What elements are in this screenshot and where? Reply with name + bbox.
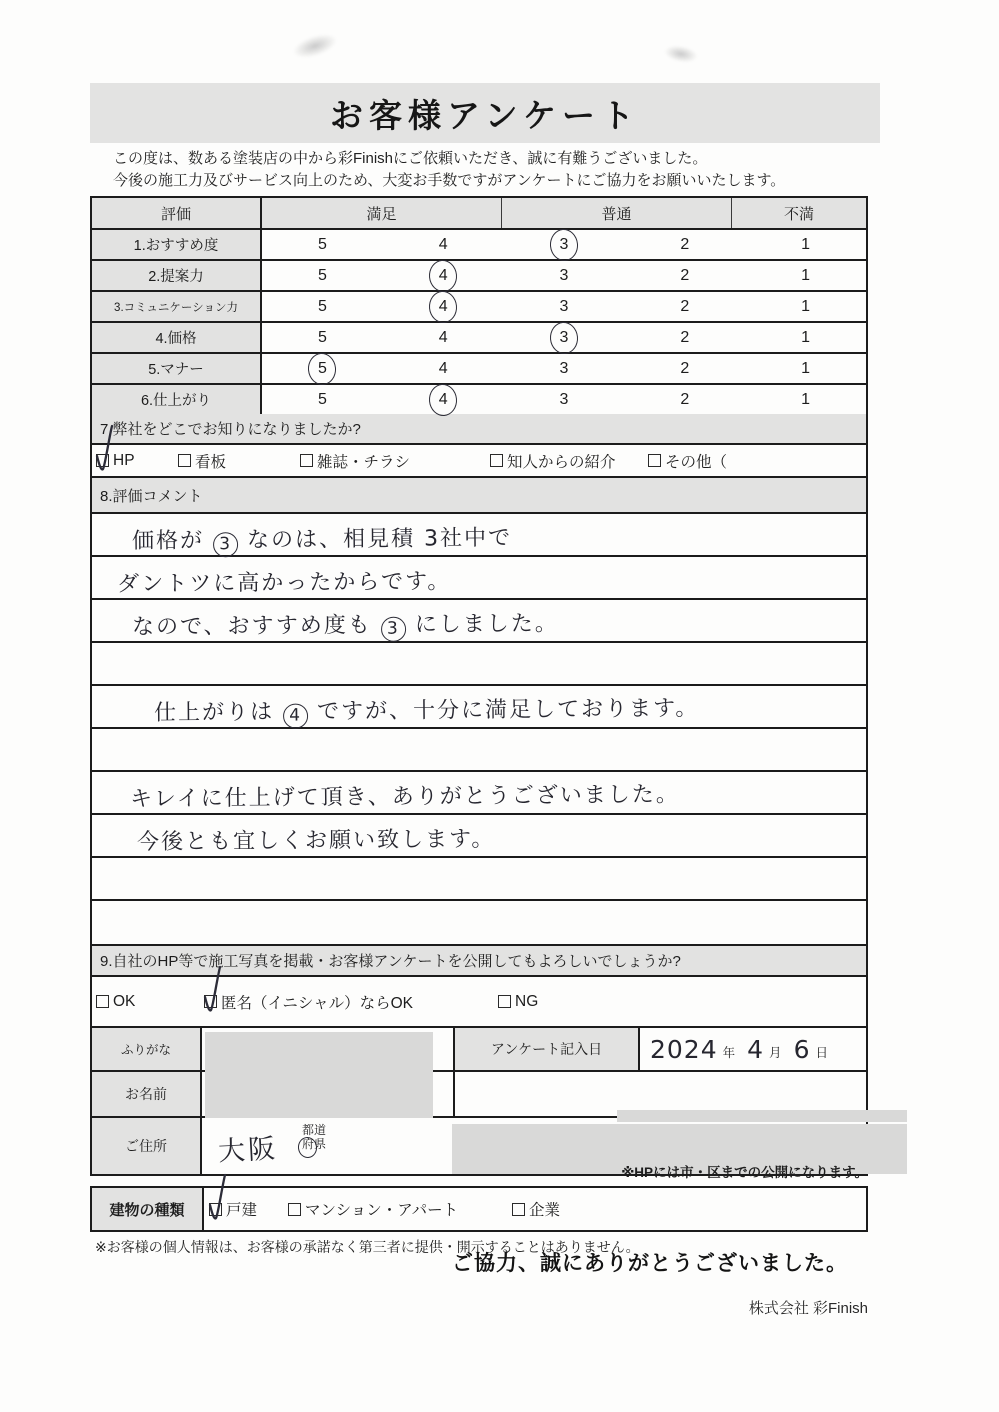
rating-number: 1 bbox=[801, 328, 811, 346]
handwritten-comment: キレイに仕上げて頂き、ありがとうございました。 bbox=[129, 782, 680, 813]
building-option-2 bbox=[288, 1198, 458, 1220]
rating-number: 3 bbox=[559, 266, 569, 284]
hp-publication-note: ※HPには市・区までの公開になります。 bbox=[621, 1165, 868, 1180]
checkbox bbox=[300, 454, 313, 467]
q7-option-1 bbox=[96, 452, 135, 470]
building-option-3 bbox=[512, 1198, 560, 1220]
date-year: 2024 bbox=[650, 1034, 718, 1064]
rating-value-3 bbox=[504, 385, 625, 414]
circled-selection-mark bbox=[549, 320, 580, 354]
survey-date-value bbox=[640, 1028, 866, 1072]
comment-line-3 bbox=[92, 600, 866, 643]
rating-value-1 bbox=[745, 354, 866, 383]
option-label: 知人からの紹介 bbox=[507, 453, 616, 471]
rating-number: 1 bbox=[801, 390, 811, 408]
comment-line-1 bbox=[92, 514, 866, 557]
checkbox bbox=[490, 454, 503, 467]
checkbox bbox=[178, 454, 191, 467]
rating-row-label: 5.マナー bbox=[92, 354, 262, 383]
rating-scale-cells bbox=[262, 292, 866, 321]
rating-number: 5 bbox=[317, 266, 327, 284]
comment-line-8 bbox=[92, 815, 866, 858]
rating-value-3 bbox=[504, 354, 625, 383]
rating-value-2 bbox=[624, 354, 745, 383]
rating-value-3 bbox=[504, 261, 625, 290]
comment-line-6 bbox=[92, 729, 866, 772]
rating-value-5 bbox=[262, 354, 383, 383]
q7-option-2 bbox=[178, 450, 226, 472]
checkbox bbox=[498, 995, 511, 1008]
q8-comment-lines bbox=[92, 514, 866, 944]
checkbox bbox=[96, 995, 109, 1008]
option-label: NG bbox=[515, 992, 539, 1010]
survey-form bbox=[90, 196, 868, 1176]
checkbox bbox=[288, 1203, 301, 1216]
q7-option-4 bbox=[490, 450, 616, 472]
rating-number: 4 bbox=[438, 328, 448, 346]
rating-header-satisfied: 満足 bbox=[262, 198, 502, 228]
handwritten-check-mark bbox=[206, 1172, 228, 1224]
option-label: HP bbox=[113, 451, 135, 469]
rating-value-4 bbox=[383, 354, 504, 383]
company-name: 株式会社 彩Finish bbox=[748, 1300, 868, 1317]
rating-row-label: 3.コミュニケーション力 bbox=[92, 292, 262, 321]
rating-number: 5 bbox=[317, 328, 327, 346]
rating-value-5 bbox=[262, 292, 383, 321]
rating-value-1 bbox=[745, 323, 866, 352]
rating-header-dissatisfied: 不満 bbox=[783, 205, 814, 223]
checkbox bbox=[648, 454, 661, 467]
handwritten-check-mark bbox=[201, 964, 223, 1016]
rating-value-1 bbox=[745, 385, 866, 414]
option-label: その他（ bbox=[665, 453, 728, 471]
q7-options bbox=[92, 445, 866, 478]
circled-selection-mark bbox=[428, 258, 459, 292]
title-band bbox=[90, 83, 880, 143]
rating-value-3 bbox=[504, 230, 625, 259]
rating-value-1 bbox=[745, 261, 866, 290]
circled-number: 3 bbox=[381, 617, 406, 642]
intro-line-1: この度は、数ある塗装店の中から彩Finishにご依頼いただき、誠に有難うございました。 bbox=[113, 150, 708, 167]
rating-number: 1 bbox=[801, 235, 811, 253]
comment-line-2 bbox=[92, 557, 866, 600]
page-title: お客様アンケート bbox=[329, 96, 641, 134]
handwritten-comment: ダントツに高かったからです。 bbox=[116, 569, 452, 598]
rating-row bbox=[92, 261, 866, 292]
rating-scale-cells bbox=[262, 354, 866, 383]
privacy-note: ※お客様の個人情報は、お客様の承諾なく第三者に提供・開示することはありません。 bbox=[95, 1239, 640, 1255]
rating-value-5 bbox=[262, 261, 383, 290]
comment-line-5 bbox=[92, 686, 866, 729]
handwritten-check-mark bbox=[93, 423, 115, 475]
address-handwriting: 大阪 bbox=[217, 1133, 279, 1168]
checkbox-checked bbox=[204, 995, 217, 1008]
redaction-box-name bbox=[205, 1032, 433, 1118]
rating-row bbox=[92, 292, 866, 323]
furigana-label: ふりがな bbox=[92, 1028, 202, 1072]
rating-row-label: 6.仕上がり bbox=[92, 385, 262, 414]
rating-row-label: 2.提案力 bbox=[92, 261, 262, 290]
checkbox bbox=[512, 1203, 525, 1216]
rating-row bbox=[92, 230, 866, 261]
rating-value-2 bbox=[624, 230, 745, 259]
rating-row-label: 4.価格 bbox=[92, 323, 262, 352]
rating-number: 2 bbox=[680, 235, 690, 253]
circled-selection-mark bbox=[549, 227, 580, 261]
handwritten-comment: なので、おすすめ度も 3 にしました。 bbox=[131, 611, 559, 641]
rating-value-4 bbox=[383, 292, 504, 321]
rating-scale-cells bbox=[262, 385, 866, 414]
address-label: ご住所 bbox=[92, 1118, 202, 1174]
rating-number: 2 bbox=[680, 390, 690, 408]
q7-option-3 bbox=[300, 450, 410, 472]
date-day-unit: 日 bbox=[815, 1046, 828, 1060]
rating-number: 2 bbox=[680, 328, 690, 346]
rating-value-2 bbox=[624, 323, 745, 352]
circled-selection-mark bbox=[307, 351, 338, 385]
prefecture-unit: 都道 府県 bbox=[302, 1123, 327, 1151]
redaction-box bbox=[617, 1110, 907, 1122]
rating-number: 4 bbox=[438, 297, 448, 315]
rating-value-5 bbox=[262, 385, 383, 414]
rating-row bbox=[92, 354, 866, 385]
date-day: 6 bbox=[793, 1034, 811, 1064]
option-label: 看板 bbox=[195, 453, 227, 471]
comment-line-10 bbox=[92, 901, 866, 944]
q7-option-5 bbox=[648, 450, 727, 472]
rating-number: 1 bbox=[801, 359, 811, 377]
building-type-box bbox=[90, 1186, 868, 1232]
q7-title: 7.弊社をどこでお知りになりましたか? bbox=[92, 414, 866, 445]
comment-line-7 bbox=[92, 772, 866, 815]
name-label: お名前 bbox=[92, 1072, 202, 1118]
rating-number: 1 bbox=[801, 297, 811, 315]
rating-scale-cells bbox=[262, 323, 866, 352]
building-type-label: 建物の種類 bbox=[92, 1188, 204, 1230]
handwritten-comment: 今後とも宜しくお願い致します。 bbox=[136, 826, 496, 855]
rating-number: 3 bbox=[559, 359, 569, 377]
rating-value-5 bbox=[262, 230, 383, 259]
intro-line-2: 今後の施工力及びサービス向上のため、大変お手数ですがアンケートにご協力をお願いいたします。 bbox=[113, 171, 786, 189]
rating-header-normal: 普通 bbox=[502, 198, 732, 228]
thanks-message: ご協力、誠にありがとうございました。 bbox=[452, 1252, 848, 1275]
rating-value-3 bbox=[504, 323, 625, 352]
rating-number: 5 bbox=[317, 359, 327, 377]
rating-number: 5 bbox=[317, 390, 327, 408]
rating-value-2 bbox=[624, 292, 745, 321]
rating-value-1 bbox=[745, 292, 866, 321]
building-option-1 bbox=[209, 1198, 257, 1220]
rating-value-4 bbox=[383, 261, 504, 290]
rating-value-5 bbox=[262, 323, 383, 352]
scan-smudge bbox=[290, 29, 340, 62]
option-label: OK bbox=[113, 992, 136, 1010]
rating-row bbox=[92, 323, 866, 354]
option-label: 匿名（イニシャル）ならOK bbox=[221, 994, 413, 1012]
rating-value-2 bbox=[624, 385, 745, 414]
rating-number: 1 bbox=[801, 266, 811, 284]
rating-number: 4 bbox=[438, 359, 448, 377]
rating-value-1 bbox=[745, 230, 866, 259]
q9-option-2 bbox=[204, 991, 413, 1013]
option-label: 戸建 bbox=[226, 1202, 258, 1219]
customer-info-table bbox=[92, 1028, 866, 1174]
q9-title: 9.自社のHP等で施工写真を掲載・お客様アンケートを公開してもよろしいでしょうか? bbox=[92, 944, 866, 977]
checkbox-checked bbox=[209, 1203, 222, 1216]
option-label: 企業 bbox=[529, 1202, 561, 1219]
circled-number: 4 bbox=[283, 703, 308, 728]
rating-value-4 bbox=[383, 230, 504, 259]
date-year-unit: 年 bbox=[722, 1046, 736, 1060]
rating-scale-cells bbox=[262, 230, 866, 259]
circled-number: 3 bbox=[213, 532, 238, 557]
q9-option-1 bbox=[96, 993, 135, 1011]
intro-text bbox=[113, 148, 883, 192]
q8-title: 8.評価コメント bbox=[92, 478, 866, 514]
rating-number: 4 bbox=[438, 266, 448, 284]
rating-number: 5 bbox=[317, 297, 327, 315]
rating-number: 3 bbox=[559, 328, 569, 346]
rating-rows bbox=[92, 230, 866, 414]
rating-scale-cells bbox=[262, 261, 866, 290]
rating-value-4 bbox=[383, 323, 504, 352]
comment-line-4 bbox=[92, 643, 866, 686]
date-month: 4 bbox=[747, 1034, 765, 1064]
rating-number: 4 bbox=[438, 235, 448, 253]
date-month-unit: 月 bbox=[769, 1046, 782, 1060]
rating-number: 3 bbox=[559, 235, 569, 253]
survey-date-label: アンケート記入日 bbox=[455, 1028, 640, 1072]
rating-value-3 bbox=[504, 292, 625, 321]
rating-number: 2 bbox=[680, 297, 690, 315]
handwritten-comment: 価格が 3 なのは、相見積 3社中で bbox=[92, 511, 866, 559]
handwritten-comment: 仕上がりは 4 ですが、十分に満足しております。 bbox=[92, 683, 866, 731]
rating-number: 3 bbox=[559, 390, 569, 408]
rating-header-label: 評価 bbox=[92, 198, 262, 228]
rating-value-4 bbox=[383, 385, 504, 414]
option-label: マンション・アパート bbox=[305, 1202, 459, 1219]
rating-number: 2 bbox=[680, 266, 690, 284]
checkbox-checked bbox=[96, 454, 109, 467]
rating-row bbox=[92, 385, 866, 414]
option-label: 雑誌・チラシ bbox=[317, 453, 411, 471]
circled-selection-mark bbox=[428, 382, 459, 416]
scan-smudge bbox=[663, 43, 699, 65]
rating-number: 5 bbox=[317, 235, 327, 253]
rating-number: 3 bbox=[559, 297, 569, 315]
q9-options bbox=[92, 977, 866, 1028]
comment-line-9 bbox=[92, 858, 866, 901]
circled-selection-mark bbox=[428, 289, 459, 323]
rating-number: 2 bbox=[680, 359, 690, 377]
rating-value-2 bbox=[624, 261, 745, 290]
q9-option-3 bbox=[498, 993, 538, 1011]
rating-row-label: 1.おすすめ度 bbox=[92, 230, 262, 259]
rating-number: 4 bbox=[438, 390, 448, 408]
rating-table-header bbox=[92, 198, 866, 230]
